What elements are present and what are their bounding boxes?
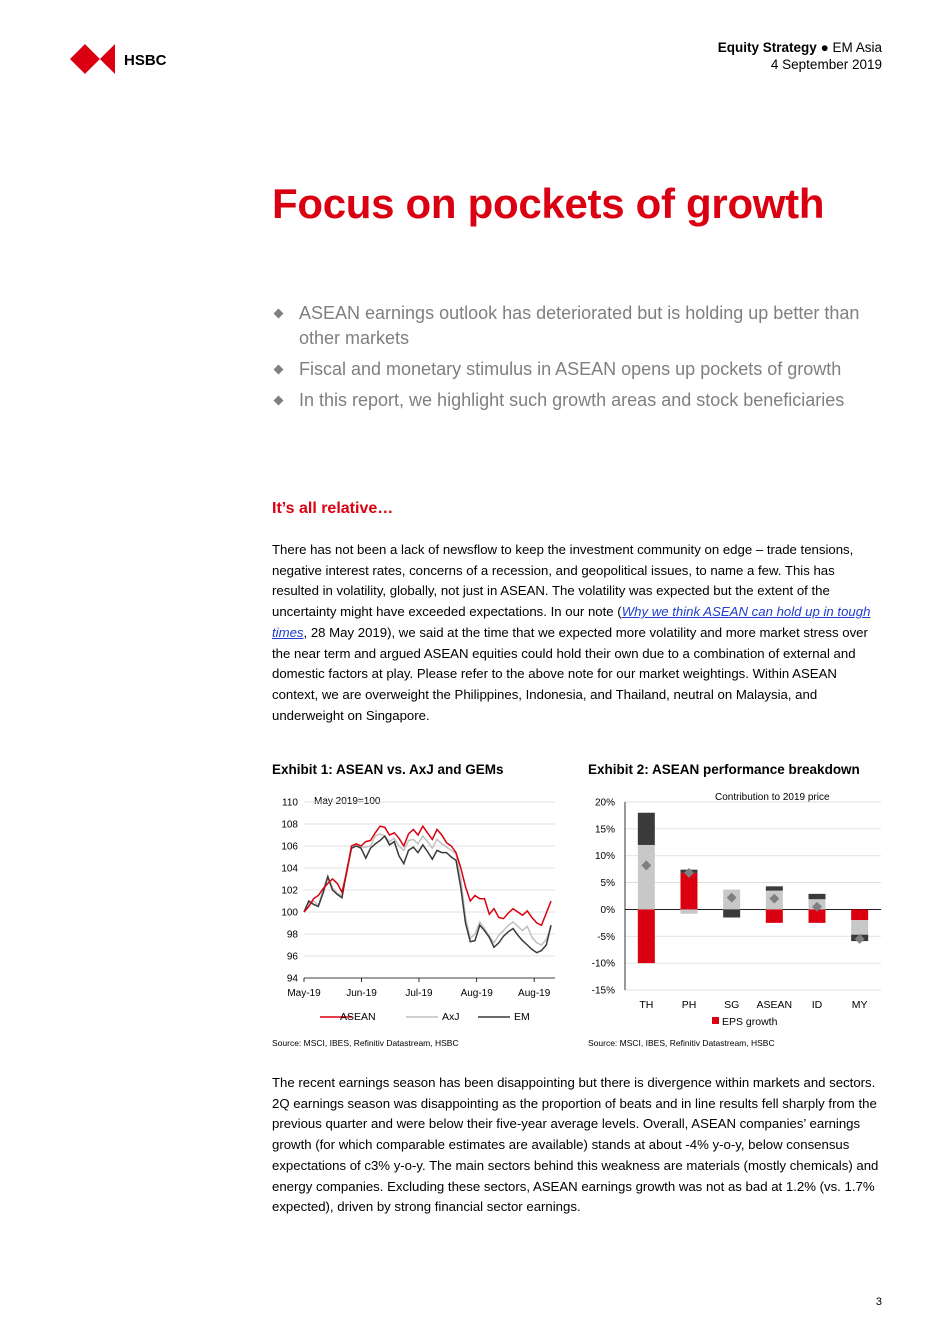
chart1-xtick-label: May-19 bbox=[287, 988, 321, 999]
bar-segment-th bbox=[638, 845, 655, 909]
chart2-ytick-label: 5% bbox=[600, 878, 615, 890]
chart1-ytick-label: 100 bbox=[281, 907, 298, 919]
bar-segment-my bbox=[851, 909, 868, 920]
legend-label-asean: ASEAN bbox=[340, 1011, 376, 1023]
bar-segment-asean bbox=[766, 909, 783, 922]
chart2-ytick-label: 15% bbox=[594, 824, 615, 836]
bullet-item: In this report, we highlight such growth areas and stock beneficiaries bbox=[272, 388, 892, 413]
bar-segment-th bbox=[638, 909, 655, 963]
chart1-xtick-label: Aug-19 bbox=[460, 988, 493, 999]
chart1-annotation: May 2019=100 bbox=[314, 796, 381, 807]
report-header: Equity Strategy ● EM Asia 4 September 2019 bbox=[717, 40, 882, 72]
chart2-category-label: PH bbox=[681, 999, 697, 1011]
bar-segment-asean bbox=[766, 886, 783, 890]
chart1-ytick-label: 106 bbox=[281, 841, 298, 853]
note-link[interactable]: Why we think ASEAN can hold up in tough times bbox=[272, 604, 871, 640]
bullet-item: ASEAN earnings outlook has deteriorated but is holding up better than other markets bbox=[272, 301, 892, 351]
hsbc-logo bbox=[70, 42, 190, 76]
chart1-ytick-label: 108 bbox=[281, 819, 298, 831]
chart2-category-label: ID bbox=[811, 999, 823, 1011]
bar-segment-th bbox=[638, 813, 655, 845]
chart2-ytick-label: -15% bbox=[591, 985, 615, 997]
exhibit2-bar-chart bbox=[585, 788, 885, 1033]
chart2-ytick-label: -5% bbox=[597, 931, 615, 943]
diamond-bullet-icon bbox=[274, 365, 284, 375]
summary-bullets bbox=[272, 301, 892, 419]
exhibit1-line-chart bbox=[270, 788, 565, 1028]
exhibit2-source: Source: MSCI, IBES, Refinitiv Datastream, HSBC bbox=[588, 1038, 775, 1048]
legend-label-axj: AxJ bbox=[442, 1011, 460, 1023]
chart2-category-label: ASEAN bbox=[756, 999, 793, 1011]
exhibit1-title: Exhibit 1: ASEAN vs. AxJ and GEMs bbox=[272, 762, 504, 777]
chart2-ytick-label: 10% bbox=[594, 851, 615, 863]
chart1-ytick-label: 104 bbox=[281, 863, 298, 875]
chart2-category-label: TH bbox=[639, 999, 654, 1011]
exhibit1-source: Source: MSCI, IBES, Refinitiv Datastream, HSBC bbox=[272, 1038, 459, 1048]
chart2-category-label: SG bbox=[724, 999, 740, 1011]
report-type: Equity Strategy bbox=[717, 40, 817, 55]
report-region: EM Asia bbox=[832, 40, 882, 55]
bar-segment-ph bbox=[681, 909, 698, 913]
chart2-ytick-label: 20% bbox=[594, 797, 615, 809]
chart2-ytick-label: -10% bbox=[591, 958, 615, 970]
chart2-category-label: MY bbox=[851, 999, 868, 1011]
legend-swatch-eps-growth bbox=[712, 1017, 719, 1024]
chart1-xtick-label: Jul-19 bbox=[405, 988, 433, 999]
chart1-ytick-label: 98 bbox=[286, 929, 298, 941]
section-heading: It’s all relative… bbox=[272, 500, 394, 517]
bullet-item: Fiscal and monetary stimulus in ASEAN opens up pockets of growth bbox=[272, 357, 892, 382]
bar-segment-id bbox=[809, 894, 826, 899]
chart1-xtick-label: Jun-19 bbox=[346, 988, 377, 999]
bar-segment-ph bbox=[681, 873, 698, 910]
chart2-annotation: Contribution to 2019 price bbox=[715, 792, 830, 803]
page-title: Focus on pockets of growth bbox=[272, 180, 825, 227]
page-number: 3 bbox=[875, 1296, 882, 1308]
bar-segment-sg bbox=[723, 909, 740, 917]
legend-label-eps-growth: EPS growth bbox=[722, 1016, 778, 1028]
chart1-ytick-label: 96 bbox=[286, 951, 298, 963]
chart1-ytick-label: 94 bbox=[286, 973, 298, 985]
chart2-ytick-label: 0% bbox=[600, 904, 615, 916]
legend-label-em: EM bbox=[514, 1011, 530, 1023]
body-paragraph-2: The recent earnings season has been disappointing but there is divergence within markets and sectors. 2Q earnings season was disappointing as the proportion of beats and in line results fell sharply from the previous quarter and were below their five-year average levels. Overall, ASEAN companies’ earnings growth (for which comparable estimates are available) stands at about -4% y-o-y, below consensus expectations of c3% y-o-y. The main sectors behind this weakness are materials (mostly chemicals) and energy companies. Excluding these sectors, ASEAN earnings growth was not as bad at 1.2% (vs. 1.7% expected), driven by strong financial sector earnings. bbox=[272, 1075, 879, 1215]
diamond-bullet-icon bbox=[274, 309, 284, 319]
exhibit2-title: Exhibit 2: ASEAN performance breakdown bbox=[588, 762, 860, 777]
chart1-ytick-label: 102 bbox=[281, 885, 298, 897]
report-date: 4 September 2019 bbox=[770, 57, 882, 72]
chart1-xtick-label: Aug-19 bbox=[518, 988, 551, 999]
chart1-ytick-label: 110 bbox=[282, 797, 298, 809]
logo-text: HSBC bbox=[124, 52, 167, 69]
body-paragraph-1: There has not been a lack of newsflow to keep the investment community on edge – trade tensions, negative interest rates, concerns of a recession, and geopolitical issues, to name a few. This has resulted in volatility, globally, not just in ASEAN. The volatility was expected but the extent of the uncertainty might have exceeded expectations. In our note (Why we think ASEAN can hold up in tough times, 28 May 2019), we said at the time that we expected more volatility and more market stress over the near term and argued ASEAN equities could hold their own due to a combination of external and domestic factors at play. Please refer to the above note for our market weightings. Within ASEAN context, we are overweight the Philippines, Indonesia, and Thailand, neutral on Malaysia, and underweight on Singapore. bbox=[272, 542, 871, 723]
diamond-bullet-icon bbox=[274, 396, 284, 406]
bar-segment-my bbox=[851, 920, 868, 935]
